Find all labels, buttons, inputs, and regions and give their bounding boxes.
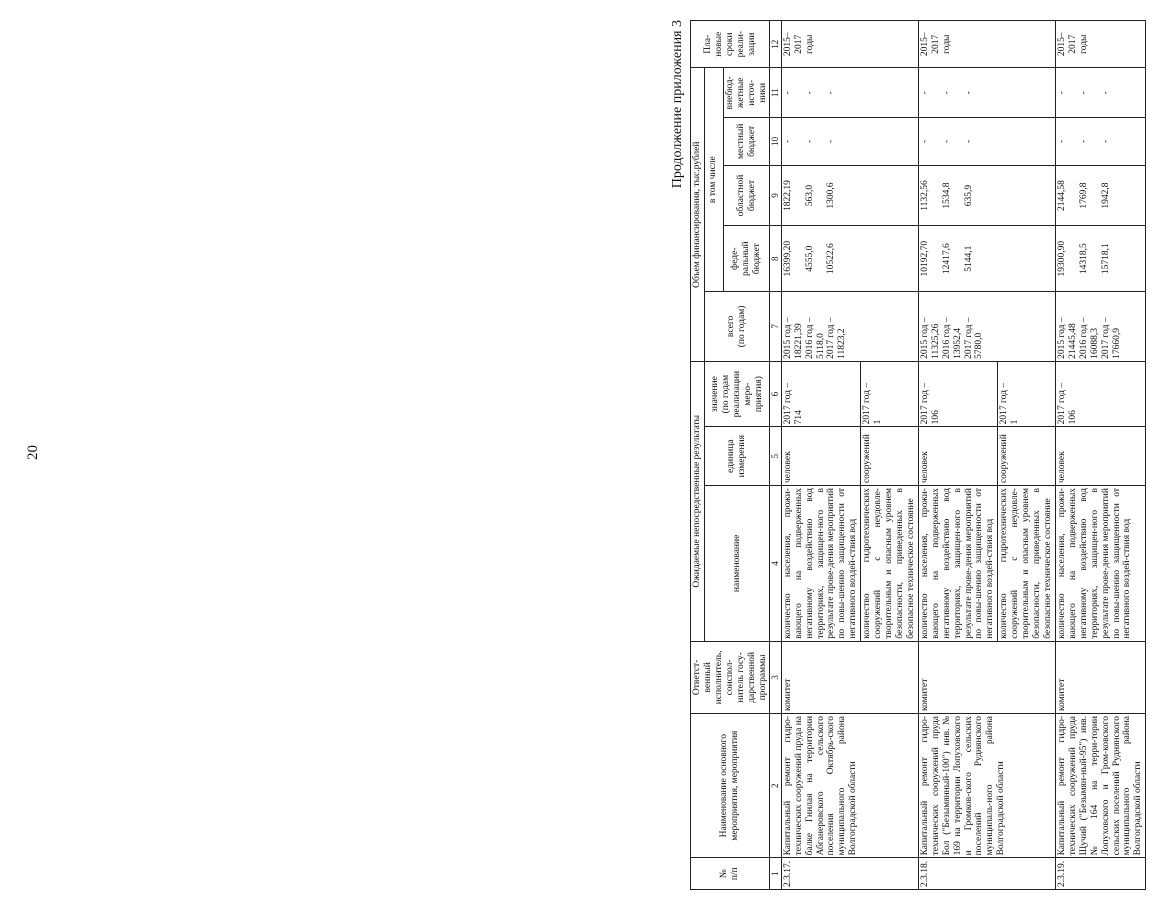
column-number: 1 [770,858,781,890]
funding-regional: 1822,19 563,0 1300,6 [781,165,918,226]
column-number: 8 [770,226,781,291]
result-name: количество населения, прожи-вающего на подверженных негативному воздействию вод территориях, защищен-ного в результате прове-дения мероприятий по повы-шению защищенности от негативного воздей-ствия вод [918,486,997,642]
result-unit: человек [1055,427,1145,486]
header-regional: областной бюджет [723,165,770,226]
result-value: 2017 год – 106 [1055,361,1145,426]
header-federal: феде- ральный бюджет [723,226,770,291]
header-result-name: наименование [704,486,770,642]
table-row [1055,21,1145,890]
activity-name: Капитальный ремонт гидро-технических сооружений пруда Бол ("Безымянный-100") инв.№ 169 на территории Лопуховского и Громков-ского сельских поселений Руднянского муниципаль-ного района Волгоградской области [918,713,1055,857]
header-no: № п/п [691,858,770,890]
column-number: 9 [770,165,781,226]
continuation-label: Продолжение приложения 3 [670,20,685,189]
table-row [918,21,997,890]
result-value: 2017 год – 106 [918,361,997,426]
table-row [781,21,860,890]
executor: комитет [1055,641,1145,713]
period: 2015– 2017 годы [918,21,1055,68]
column-number: 12 [770,21,781,68]
column-number: 5 [770,427,781,486]
column-number: 10 [770,118,781,165]
funding-regional: 2144,58 1769,8 1942,8 [1055,165,1145,226]
funding-total: 2015 год – 11325,26 2016 год – 13952,4 2017 год – 5780,0 [918,291,1055,361]
header-funding-group: Объем финансирования, тыс.рублей [691,68,705,361]
funding-federal: 10192,70 12417,6 5144,1 [918,226,1055,291]
row-number: 2.3.18. [918,858,1055,890]
header-executor: Ответст- венный исполнитель, соиспол- нитель госу- дарственной программы [691,641,770,713]
header-incl: в том числе [704,68,723,291]
header-period: Пла- новые сроки реали- зации [691,21,770,68]
funding-local: - - - [1055,118,1145,165]
row-number: 2.3.19. [1055,858,1145,890]
header-value: значение (по годам реализации меро- приятия) [704,361,770,426]
result-unit: человек [781,427,860,486]
column-number: 4 [770,486,781,642]
funding-regional: 1132,56 1534,8 635,9 [918,165,1055,226]
column-number: 6 [770,361,781,426]
row-number: 2.3.17. [781,858,918,890]
result-name: количество гидротехнических сооружений с неудовле-творительным и опасным уровнем безопасности, приведенных в безопасное техническое состояние [998,486,1056,642]
result-name: количество населения, прожи-вающего на подверженных негативному воздействию вод территориях, защищен-ного в результате прове-дения мероприятий по повы-шению защищенности от негативного воздей-ствия вод [781,486,860,642]
header-name: Наименование основного мероприятия, мероприятия [691,713,770,857]
result-name: количество населения, прожи-вающего на подверженных негативному воздействию вод территориях, защищен-ного в результате прове-дения мероприятий по повы-шению защищенности от негативного воздей-ствия вод [1055,486,1145,642]
table-body [781,21,1146,890]
period: 2015– 2017 годы [1055,21,1145,68]
activity-name: Капитальный ремонт гидро-технических сооружений пруда Щучий ("Безымян-ный-95") инв.№ 164 на терри-тории Лопуховского и Гром-ковского сельских поселений Руднянского муниципального района Волгоградской области [1055,713,1145,857]
column-number: 11 [770,68,781,118]
period: 2015– 2017 годы [781,21,918,68]
funding-local: - - - [918,118,1055,165]
column-number: 2 [770,713,781,857]
column-number-row [770,21,781,890]
funding-federal: 19300,90 14318,5 15718,1 [1055,226,1145,291]
header-offbudget: внебюд- жетные источ- ники [723,68,770,118]
result-unit: человек [918,427,997,486]
result-value: 2017 год – 714 [781,361,860,426]
header-total: всего (по годам) [704,291,770,361]
result-name: количество гидротехнических сооружений с неудовле-творительным и опасным уровнем безопасности, приведенных в безопасное техническое состояние [861,486,919,642]
column-number: 3 [770,641,781,713]
executor: комитет [781,641,918,713]
funding-total: 2015 год – 18221,39 2016 год – 5118,0 2017 год – 11823,2 [781,291,918,361]
funding-federal: 16399,20 4555,0 10522,6 [781,226,918,291]
header-local: местный бюджет [723,118,770,165]
activity-name: Капитальный ремонт гидро-технических сооружений пруда на балке Гнилая на территории Абганеровского сельского поселения Октябрь-ского муниципального района Волгоградской области [781,713,918,857]
funding-offbudget: - - - [781,68,918,118]
result-unit: сооружений [861,427,919,486]
header-results-group: Ожидаемые непосредственные результаты [691,361,705,641]
funding-total: 2015 год – 21445,48 2016 год – 16088,3 2017 год – 17660,9 [1055,291,1145,361]
column-number: 7 [770,291,781,361]
funding-offbudget: - - - [918,68,1055,118]
program-table [690,20,1146,890]
rotated-sheet [670,20,1170,890]
executor: комитет [918,641,1055,713]
result-value: 2017 год – 1 [861,361,919,426]
header-unit: единица измерения [704,427,770,486]
result-value: 2017 год – 1 [998,361,1056,426]
page-number: 20 [25,445,41,460]
funding-offbudget: - - - [1055,68,1145,118]
result-unit: сооружений [998,427,1056,486]
funding-local: - - - [781,118,918,165]
